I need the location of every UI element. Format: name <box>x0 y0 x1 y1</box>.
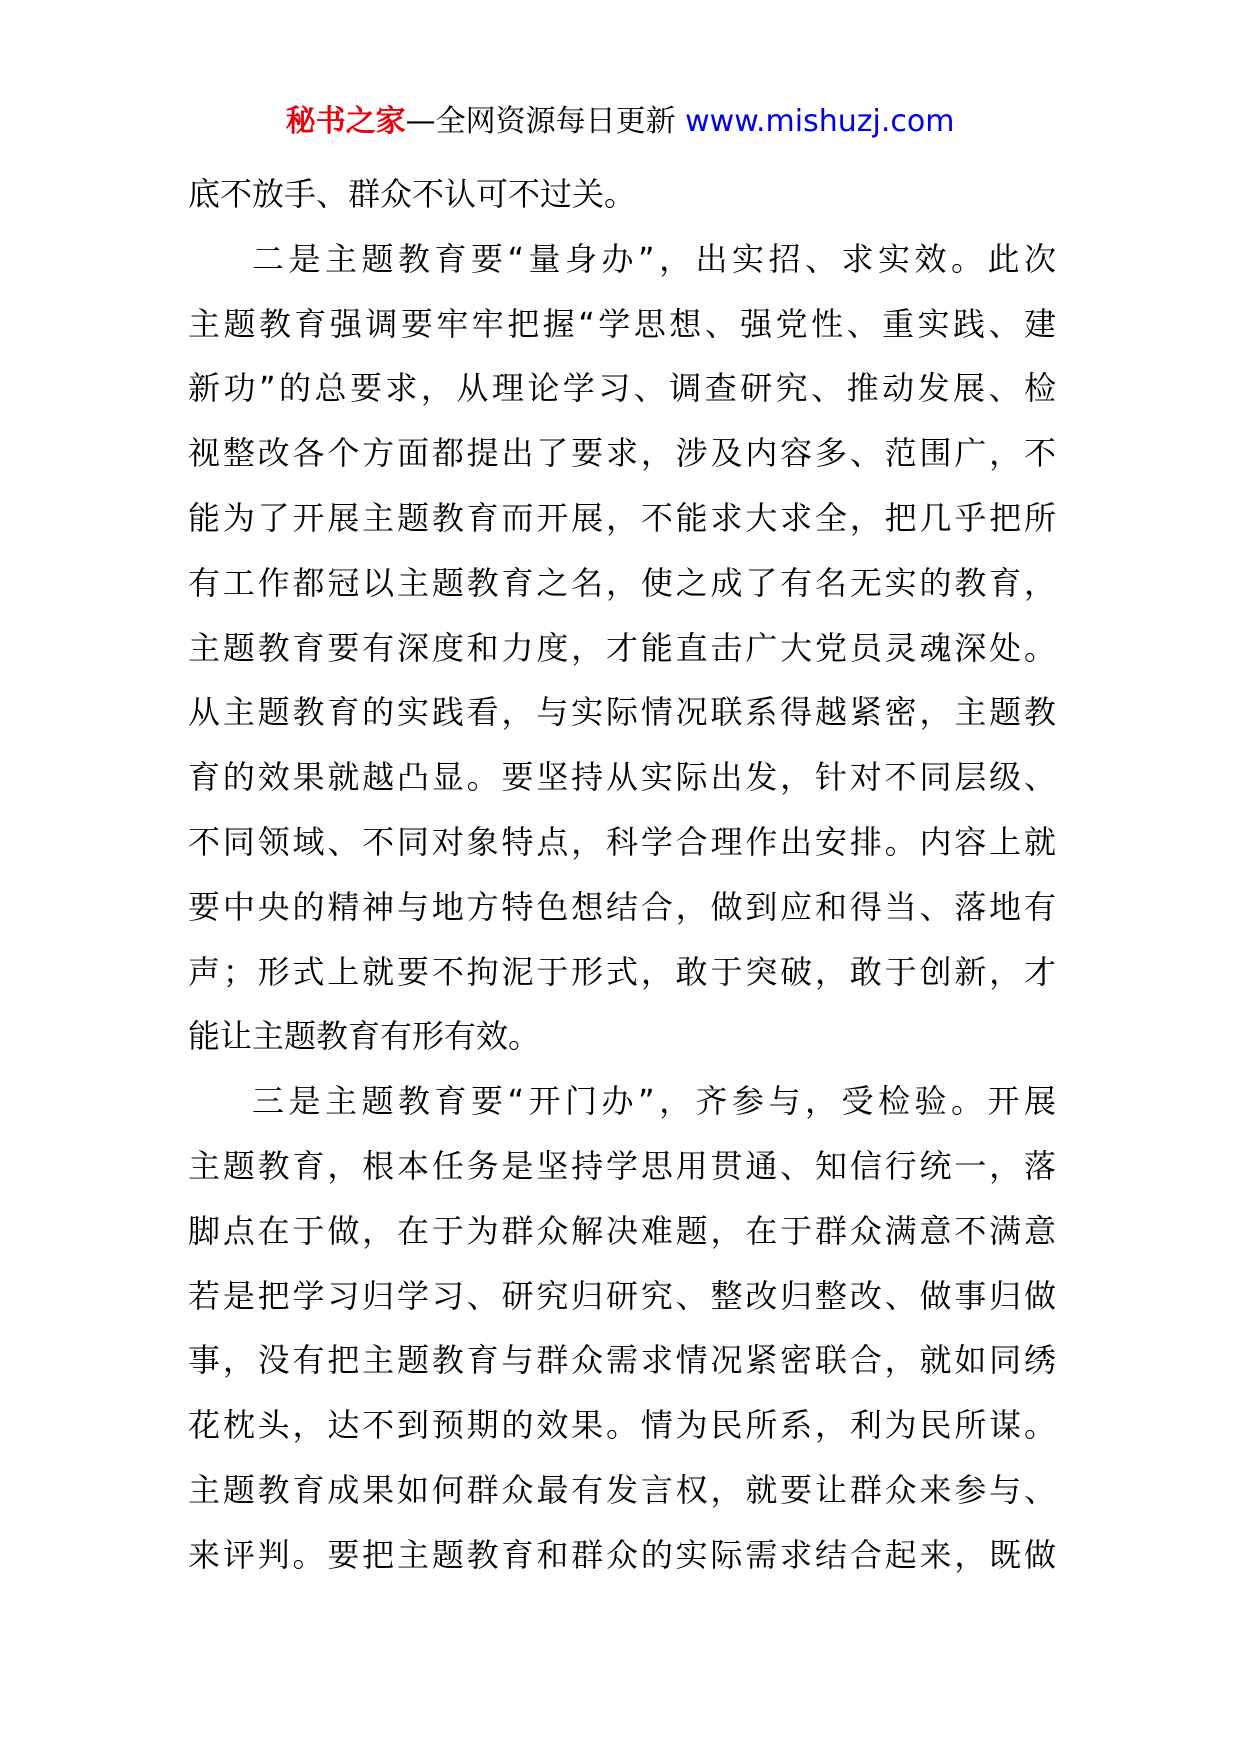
text-line: 新功”的总要求，从理论学习、调查研究、推动发展、检 <box>188 369 1056 408</box>
text-line: 来评判。要把主题教育和群众的实际需求结合起来，既做 <box>188 1535 1056 1574</box>
text-line: 主题教育要有深度和力度，才能直击广大党员灵魂深处。 <box>188 628 1056 667</box>
page-header <box>0 100 1240 144</box>
document-body <box>188 162 1056 1588</box>
text-line: 能让主题教育有形有效。 <box>188 1017 541 1056</box>
text-line: 主题教育强调要牢牢把握“学思想、强党性、重实践、建 <box>188 304 1056 343</box>
text-line: 脚点在于做，在于为群众解决难题，在于群众满意不满意 <box>188 1211 1056 1250</box>
text-line: 视整改各个方面都提出了要求，涉及内容多、范围广，不 <box>188 434 1056 473</box>
text-line: 要中央的精神与地方特色想结合，做到应和得当、落地有 <box>188 887 1056 926</box>
text-line: 主题教育，根本任务是坚持学思用贯通、知信行统一，落 <box>188 1146 1056 1185</box>
text-line: 能为了开展主题教育而开展，不能求大求全，把几乎把所 <box>188 498 1056 537</box>
text-line: 若是把学习归学习、研究归研究、整改归整改、做事归做 <box>188 1276 1056 1315</box>
header-brand: 秘书之家 <box>285 104 406 139</box>
header-tagline: —全网资源每日更新 <box>405 104 676 139</box>
text-line: 花枕头，达不到预期的效果。情为民所系，利为民所谋。 <box>188 1406 1056 1445</box>
text-line: 底不放手、群众不认可不过关。 <box>188 175 637 213</box>
text-line: 三是主题教育要“开门办”，齐参与，受检验。开展 <box>252 1082 1056 1121</box>
text-line: 从主题教育的实践看，与实际情况联系得越紧密，主题教 <box>188 693 1056 732</box>
header-url-link[interactable]: www.mishuzj.com <box>685 104 955 139</box>
text-line: 育的效果就越凸显。要坚持从实际出发，针对不同层级、 <box>188 758 1056 797</box>
text-line: 主题教育成果如何群众最有发言权，就要让群众来参与、 <box>188 1470 1056 1509</box>
text-line: 二是主题教育要“量身办”，出实招、求实效。此次 <box>252 239 1056 278</box>
text-line: 不同领域、不同对象特点，科学合理作出安排。内容上就 <box>188 822 1056 861</box>
text-line: 有工作都冠以主题教育之名，使之成了有名无实的教育， <box>188 563 1056 602</box>
text-line: 声；形式上就要不拘泥于形式，敢于突破，敢于创新，才 <box>188 952 1056 991</box>
text-line: 事，没有把主题教育与群众需求情况紧密联合，就如同绣 <box>188 1341 1056 1380</box>
